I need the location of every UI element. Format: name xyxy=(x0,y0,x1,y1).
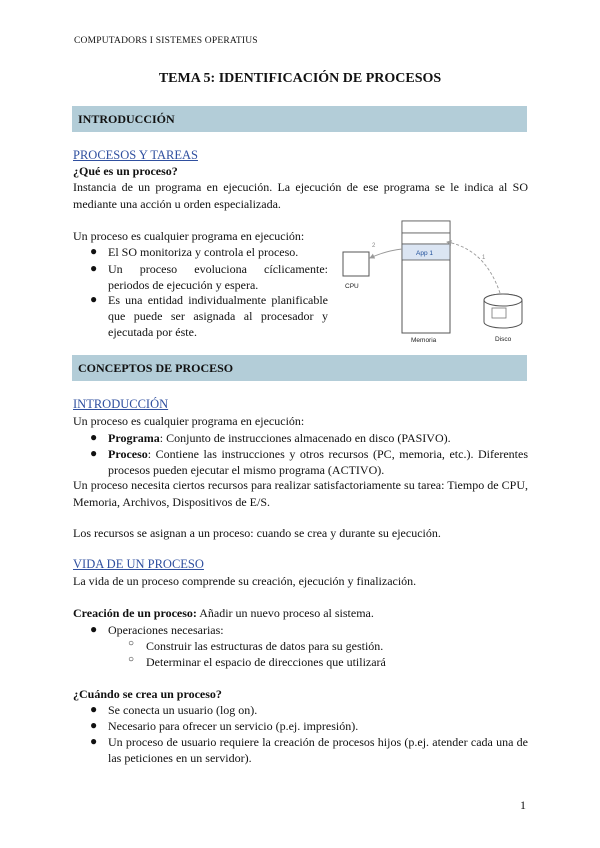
bullet-icon: ● xyxy=(90,292,98,306)
list-item-text: Operaciones necesarias: xyxy=(108,623,224,637)
creacion-line xyxy=(73,605,374,621)
bullet-icon: ● xyxy=(90,718,98,732)
recursos-paragraph: Un proceso necesita ciertos recursos para realizar satisfactoriamente su tarea: Tiempo de CPU, Memoria, Archivos, Dispositivos de E/S. xyxy=(73,478,528,509)
question-cuando: ¿Cuándo se crea un proceso? xyxy=(73,687,222,701)
cpu-box xyxy=(343,252,369,276)
list-item-text: Se conecta un usuario (log on). xyxy=(108,703,258,717)
cpu-label: CPU xyxy=(345,283,359,290)
page-number: 1 xyxy=(520,798,526,812)
bullet-icon: ● xyxy=(90,430,98,444)
definition-paragraph: Instancia de un programa en ejecución. La ejecución de ese programa se le indica al SO mediante una acción u orden especializada. xyxy=(73,180,528,211)
lead-text: Un proceso es cualquier programa en ejecución: xyxy=(73,414,305,428)
subheading-introduccion: INTRODUCCIÓN xyxy=(73,397,169,411)
term-proceso: Proceso xyxy=(108,447,148,461)
section-band-label: INTRODUCCIÓN xyxy=(78,112,175,126)
page-title: TEMA 5: IDENTIFICACIÓN DE PROCESOS xyxy=(158,71,442,86)
question-que-es: ¿Qué es un proceso? xyxy=(73,164,178,178)
creacion-definition: Añadir un nuevo proceso al sistema. xyxy=(196,606,374,620)
section-band-introduccion xyxy=(72,106,527,132)
proceso-definition: : Contiene las instrucciones y otros recursos (PC, memoria, etc.). Diferentes procesos pueden ejecutar el mismo programa (ACTIVO). xyxy=(108,447,528,477)
list-item-text: Un proceso de usuario requiere la creación de procesos hijos (p.ej. atender cada una de las peticiones en un servidor). xyxy=(108,735,528,765)
list-item-text: Determinar el espacio de direcciones que utilizará xyxy=(146,655,386,669)
section-band-conceptos xyxy=(72,355,527,381)
arrow-disk-to-memory xyxy=(447,242,500,293)
running-header: COMPUTADORS I SISTEMES OPERATIUS xyxy=(74,36,258,46)
term-programa: Programa xyxy=(108,431,160,445)
process-memory-diagram xyxy=(335,215,530,345)
memory-label: Memoria xyxy=(411,337,437,344)
bullet-icon: ● xyxy=(90,244,98,258)
list-item-text: Necesario para ofrecer un servicio (p.ej. impresión). xyxy=(108,719,359,733)
bullet-icon: ● xyxy=(90,702,98,716)
programa-definition: : Conjunto de instrucciones almacenado en disco (PASIVO). xyxy=(159,431,451,445)
list-item-text: Es una entidad individualmente planificable que puede ser asignada al procesador y ejecutada por éste. xyxy=(108,293,328,339)
list-item-text: Un proceso evoluciona cíclicamente: periodos de ejecución y espera. xyxy=(108,262,328,292)
vida-intro: La vida de un proceso comprende su creación, ejecución y finalización. xyxy=(73,574,417,588)
bullet-icon: ● xyxy=(90,734,98,748)
arrow-memory-to-cpu xyxy=(370,249,402,258)
bullet-icon: ● xyxy=(90,446,98,460)
list-item-text xyxy=(108,430,528,446)
section-band-label: CONCEPTOS DE PROCESO xyxy=(78,361,234,375)
lead-text: Un proceso es cualquier programa en ejecución: xyxy=(73,229,305,243)
circle-bullet-icon: ○ xyxy=(128,638,135,649)
list-item-text: Construir las estructuras de datos para su gestión. xyxy=(146,639,384,653)
subheading-procesos-tareas: PROCESOS Y TAREAS xyxy=(73,148,198,162)
list-item-text: El SO monitoriza y controla el proceso. xyxy=(108,245,299,259)
subheading-vida: VIDA DE UN PROCESO xyxy=(73,557,204,571)
disk-label: Disco xyxy=(495,336,512,343)
app-label: App 1 xyxy=(416,250,433,257)
circle-bullet-icon: ○ xyxy=(128,654,135,665)
bullet-icon: ● xyxy=(90,261,98,275)
arrow1-label: 1 xyxy=(482,255,486,261)
arrow2-label: 2 xyxy=(372,243,376,249)
asignacion-paragraph: Los recursos se asignan a un proceso: cuando se crea y durante su ejecución. xyxy=(73,526,441,540)
list-item-text xyxy=(108,446,528,478)
term-creacion: Creación de un proceso: xyxy=(73,606,197,620)
bullet-icon: ● xyxy=(90,622,98,636)
